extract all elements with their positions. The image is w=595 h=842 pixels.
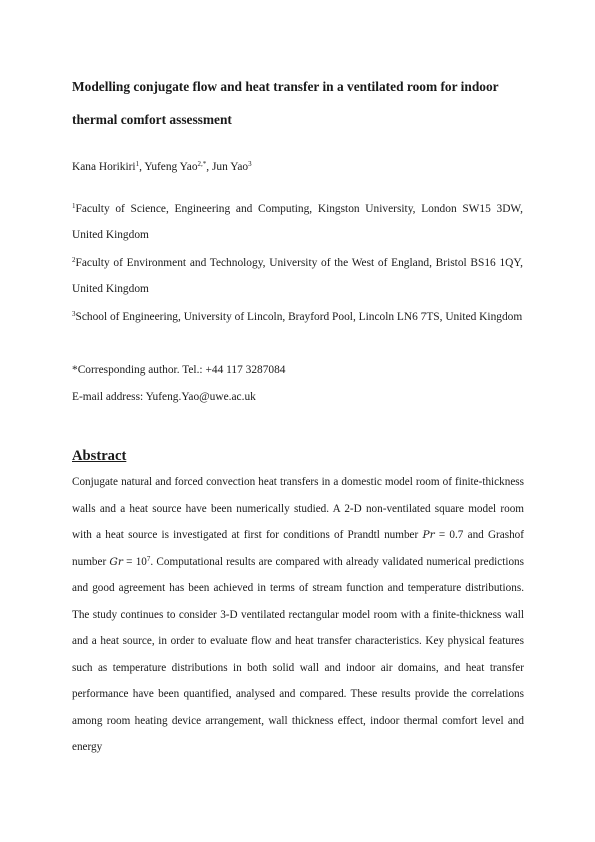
corresponding-author: *Corresponding author. Tel.: +44 117 3287084	[72, 364, 286, 376]
email-address: E-mail address: Yufeng.Yao@uwe.ac.uk	[72, 391, 256, 403]
author-separator: ,	[139, 161, 145, 173]
affiliation-text: Faculty of Science, Engineering and Computing, Kingston University, London SW15 3DW, United Kingdom	[72, 203, 523, 241]
affiliation-marker: 2	[72, 256, 76, 264]
abstract-body	[72, 469, 524, 761]
author-separator: ,	[206, 161, 212, 173]
author-affil-marker: 1	[135, 160, 140, 168]
affiliation-1	[72, 196, 523, 248]
grashof-exponent: 7	[146, 554, 151, 563]
affiliation-3	[72, 304, 523, 330]
author-name: Yufeng Yao	[144, 161, 198, 173]
abstract-heading: Abstract	[72, 448, 127, 464]
author-name: Kana Horikiri	[72, 161, 136, 173]
abstract-text: . Computational results are compared with already validated numerical predictions and good agreement has been achieved in terms of stream function and temperature distributions. The study continues to consider 3-D ventilated rectangular model room with a finite-thickness wall and a heat source, in order to evaluate flow and heat transfer characteristics. Key physical features such as temperature distributions in both solid wall and indoor air domains, and heat transfer performance have been quantified, analysed and compared. These results provide the correlations among room heating device arrangement, wall thickness effect, indoor thermal comfort level and energy	[72, 555, 524, 753]
prandtl-value: = 0.7	[434, 529, 464, 541]
prandtl-symbol: Pr	[422, 529, 435, 541]
affiliation-marker: 1	[72, 202, 76, 210]
affiliation-marker: 3	[72, 310, 76, 318]
grashof-symbol: Gr	[109, 555, 123, 568]
affiliation-text: Faculty of Environment and Technology, University of the West of England, Bristol BS16 1QY, United Kingdom	[72, 257, 523, 295]
author-list	[72, 161, 252, 173]
author-affil-marker: 3	[248, 160, 252, 168]
affiliation-text: School of Engineering, University of Lincoln, Brayford Pool, Lincoln LN6 7TS, United Kingdom	[75, 311, 523, 323]
abstract-text: and Grashof number	[72, 529, 524, 568]
paper-title: Modelling conjugate flow and heat transfer in a ventilated room for indoor thermal comfort assessment	[72, 79, 499, 127]
author-affil-marker: 2,*	[197, 160, 207, 168]
author-name: Jun Yao	[211, 161, 249, 173]
grashof-value: = 10	[122, 555, 147, 568]
abstract-text: Conjugate natural and forced convection heat transfers in a domestic model room of finite-thickness walls and a heat source have been numerically studied. A 2-D non-ventilated square model room with a heat source is investigated at first for conditions of Prandtl number	[72, 476, 524, 541]
affiliation-2	[72, 250, 523, 302]
